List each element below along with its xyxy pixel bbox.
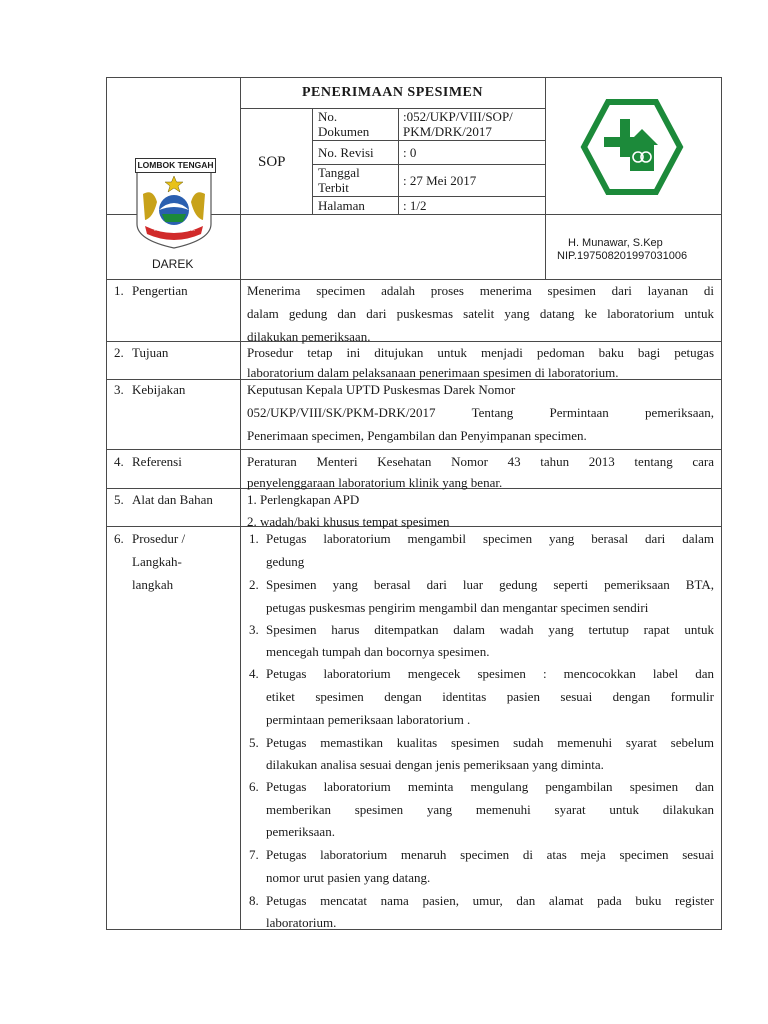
border-right (721, 77, 722, 930)
step-line: Petugas mencatat nama pasien, umur, dan alamat pada buku register (266, 893, 714, 908)
meta-tanggal-label-2: Terbit (318, 180, 349, 195)
document-title: PENERIMAAN SPESIMEN (301, 85, 483, 100)
office-name: DAREK (152, 257, 194, 271)
section-line: laboratorium dalam pelaksanaan penerimaan spesimen di laboratorium. (247, 365, 619, 380)
step-line: pemeriksaan. (266, 824, 335, 839)
meta-tanggal-value: : 27 Mei 2017 (403, 173, 477, 188)
section-line: Keputusan Kepala UPTD Puskesmas Darek Nomor (247, 382, 516, 397)
meta-no-dokumen-value-2: PKM/DRK/2017 (403, 124, 492, 139)
section-line: Penerimaan specimen, Pengambilan dan Penyimpanan specimen. (247, 428, 587, 443)
step-line: Petugas laboratorium meminta mengulang pengambilan spesimen dan (266, 779, 714, 794)
meta-tanggal-label-1: Tanggal (318, 165, 360, 180)
section-line: dilakukan pemeriksaan. (247, 329, 371, 344)
meta-no-dokumen-value-1: :052/UKP/VIII/SOP/ (403, 109, 513, 124)
section-label: Tujuan (132, 345, 169, 360)
section-label: Referensi (132, 454, 182, 469)
step-line: gedung (266, 554, 305, 569)
section-line: dalam gedung dan dari puskesmas satelit yang datang ke laboratorium untuk (247, 306, 714, 321)
section-line: Peraturan Menteri Kesehatan Nomor 43 tahun 2013 tentang cara (247, 454, 714, 469)
meta-no-dokumen-label-1: No. (318, 109, 338, 124)
signer-name: H. Munawar, S.Kep (568, 237, 663, 249)
meta-halaman-value: : 1/2 (403, 198, 427, 213)
step-line: Petugas laboratorium mengecek spesimen : mencocokkan label dan (266, 666, 714, 681)
col-divider-sop (312, 108, 313, 214)
border-top (106, 77, 721, 78)
step-line: nomor urut pasien yang datang. (266, 870, 431, 885)
step-number: 6. (249, 779, 259, 794)
region-label-banner: LOMBOK TENGAH (135, 158, 216, 173)
section-label: langkah (132, 577, 174, 592)
step-number: 5. (249, 735, 259, 750)
step-line: permintaan pemeriksaan laboratorium . (266, 712, 471, 727)
section-line: penyelenggaraan laboratorium klinik yang benar. (247, 475, 503, 490)
section-line: Prosedur tetap ini ditujukan untuk menjadi pedoman baku bagi petugas (247, 345, 714, 360)
step-line: Spesimen harus ditempatkan dalam wadah yang tertutup rapat untuk (266, 622, 714, 637)
step-number: 3. (249, 622, 259, 637)
signer-nip: NIP.197508201997031006 (557, 250, 688, 262)
meta-no-dokumen-label-2: Dokumen (318, 124, 370, 139)
section-label: Alat dan Bahan (132, 492, 213, 507)
step-number: 2. (249, 577, 259, 592)
section-label: Prosedur / (132, 531, 186, 546)
step-line: laboratorium. (266, 915, 337, 930)
row-pengertian-bottom (106, 341, 721, 342)
step-line: etiket spesimen dengan identitas pasien sesuai dengan formulir (266, 689, 714, 704)
row-meta-1 (312, 140, 545, 141)
sop-label: SOP (258, 154, 286, 170)
step-line: Petugas laboratorium mengambil specimen yang berasal dari dalam (266, 531, 714, 546)
section-number: 1. (114, 283, 124, 298)
step-line: Petugas laboratorium menaruh specimen di atas meja specimen sesuai (266, 847, 714, 862)
step-line: Spesimen yang berasal dari luar gedung seperti pemeriksaan BTA, (266, 577, 714, 592)
section-number: 2. (114, 345, 124, 360)
meta-no-revisi-value: : 0 (403, 145, 417, 160)
col-divider-meta (398, 108, 399, 214)
section-label: Langkah- (132, 554, 182, 569)
meta-halaman-label: Halaman (318, 198, 365, 213)
list-item: 1. Perlengkapan APD (247, 492, 360, 507)
section-line: 052/UKP/VIII/SK/PKM-DRK/2017 Tentang Permintaan pemeriksaan, (247, 405, 714, 420)
region-motto: TATAS TUHU TRASNA (153, 227, 195, 232)
section-line: Menerima specimen adalah proses menerima spesimen dari layanan di (247, 283, 714, 298)
col-divider-logo (545, 77, 546, 279)
row-signer-bottom (106, 279, 721, 280)
step-line: Petugas memastikan kualitas spesimen sudah memenuhi syarat sebelum (266, 735, 714, 750)
puskesmas-logo-icon (580, 99, 684, 195)
row-meta-3 (312, 196, 545, 197)
step-line: petugas puskesmas pengirim mengambil dan mengantar specimen sendiri (266, 600, 649, 615)
step-line: dilakukan analisa sesuai dengan jenis pemeriksaan yang diminta. (266, 757, 604, 772)
step-number: 7. (249, 847, 259, 862)
section-number: 4. (114, 454, 124, 469)
meta-no-revisi-label: No. Revisi (318, 145, 374, 160)
section-number: 3. (114, 382, 124, 397)
step-line: memberikan spesimen yang memenuhi syarat untuk dilakukan (266, 802, 714, 817)
step-number: 8. (249, 893, 259, 908)
section-number: 5. (114, 492, 124, 507)
border-left (106, 77, 107, 930)
list-item: 2. wadah/baki khusus tempat spesimen (247, 514, 450, 529)
row-kebijakan-bottom (106, 449, 721, 450)
section-number: 6. (114, 531, 124, 546)
col-divider-main (240, 77, 241, 930)
section-label: Pengertian (132, 283, 188, 298)
section-label: Kebijakan (132, 382, 186, 397)
step-line: mencegah tumpah dan bocornya spesimen. (266, 644, 490, 659)
border-bottom (106, 929, 721, 930)
step-number: 4. (249, 666, 259, 681)
step-number: 1. (249, 531, 259, 546)
